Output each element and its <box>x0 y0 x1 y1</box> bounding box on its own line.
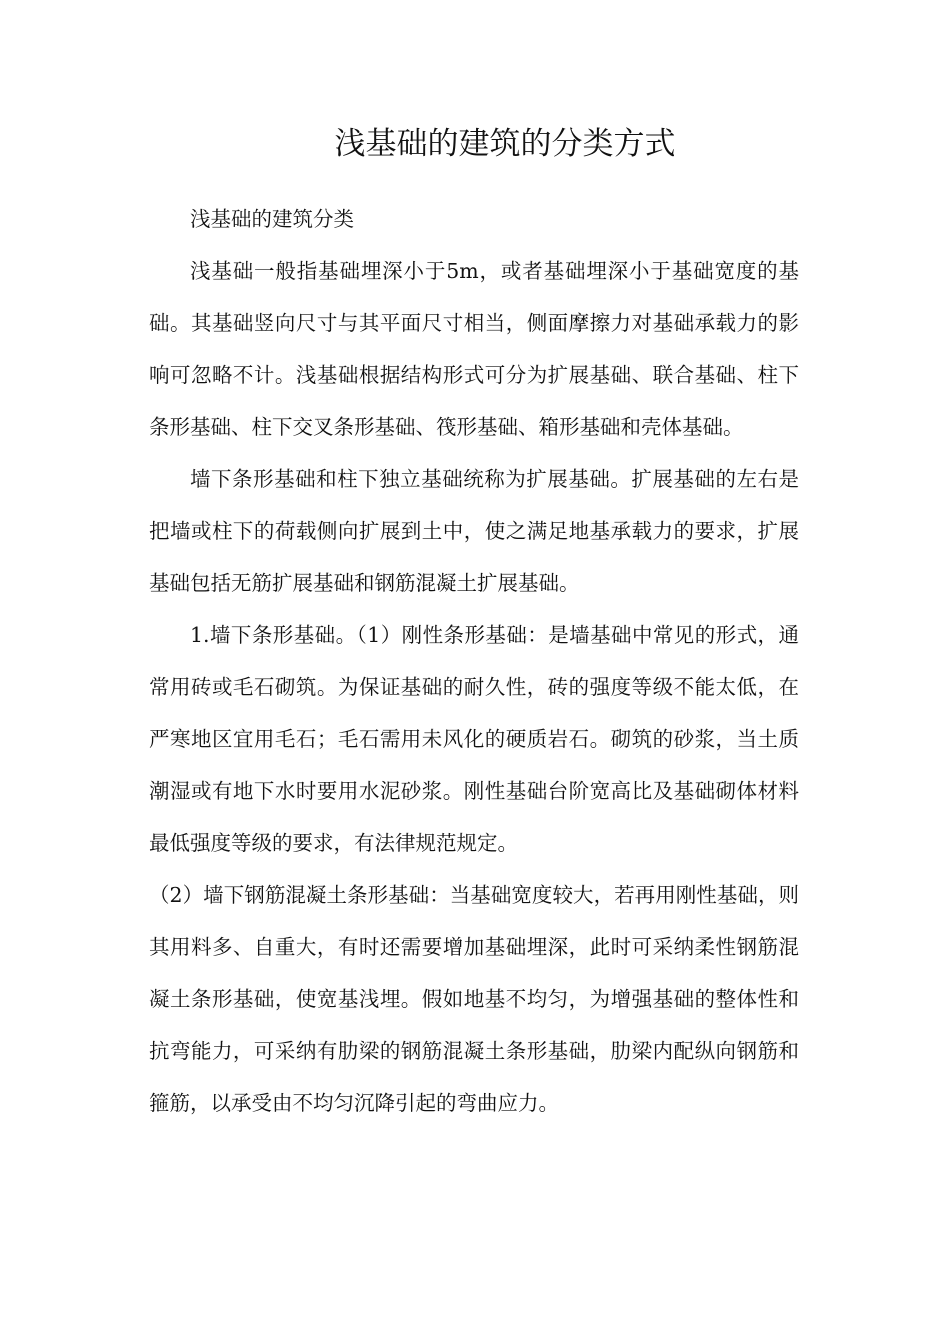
document-title: 浅基础的建筑的分类方式 <box>334 126 676 162</box>
paragraph-rc-strip: （2）墙下钢筋混凝土条形基础：当基础宽度较大，若再用刚性基础，则其用料多、自重大，有时还需要增加基础埋深，此时可采纳柔性钢筋混凝土条形基础，使宽基浅埋。假如地基不均匀，为增强基础的整体性和抗弯能力，可采纳有肋梁的钢筋混凝土条形基础，肋梁内配纵向钢筋和箍筋，以承受由不均匀沉降引起的弯曲应力。 <box>149 883 799 1115</box>
document-body <box>149 193 799 1129</box>
paragraph-rigid-strip: 1.墙下条形基础。（1）刚性条形基础：是墙基础中常见的形式，通常用砖或毛石砌筑。为保证基础的耐久性，砖的强度等级不能太低，在严寒地区宜用毛石；毛石需用未风化的硬质岩石。砌筑的砂浆，当土质潮湿或有地下水时要用水泥砂浆。刚性基础台阶宽高比及基础砌体材料最低强度等级的要求，有法律规范规定。 <box>149 623 799 855</box>
section-heading: 浅基础的建筑分类 <box>190 207 354 231</box>
paragraph-spread-foundation: 墙下条形基础和柱下独立基础统称为扩展基础。扩展基础的左右是把墙或柱下的荷载侧向扩展到土中，使之满足地基承载力的要求，扩展基础包括无筋扩展基础和钢筋混凝土扩展基础。 <box>149 467 799 595</box>
paragraph-definition: 浅基础一般指基础埋深小于5m，或者基础埋深小于基础宽度的基础。其基础竖向尺寸与其平面尺寸相当，侧面摩擦力对基础承载力的影响可忽略不计。浅基础根据结构形式可分为扩展基础、联合基础、柱下条形基础、柱下交叉条形基础、筏形基础、箱形基础和壳体基础。 <box>149 259 799 439</box>
